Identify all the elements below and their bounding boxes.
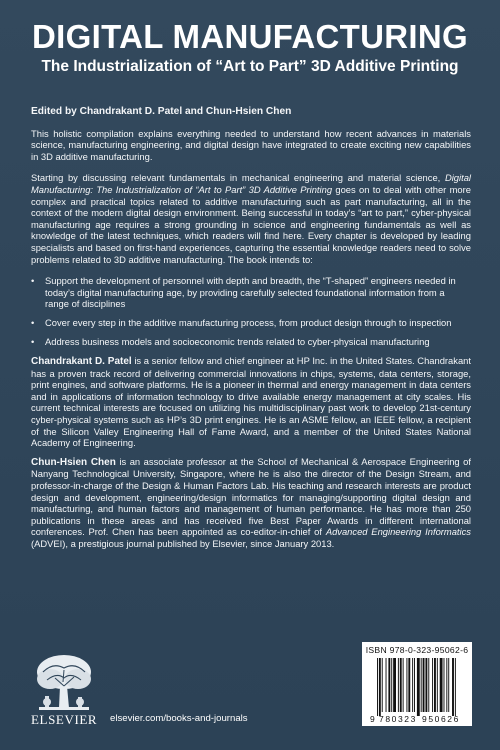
author-bio-text-continued: (ADVEI), a prestigious journal published by Elsevier, since January 2013. xyxy=(31,538,335,549)
publisher-url-link[interactable]: elsevier.com/books-and-journals xyxy=(110,713,248,724)
barcode-bar xyxy=(403,658,404,712)
barcode-bar xyxy=(448,658,449,712)
blurb-content xyxy=(31,106,471,557)
barcode-bar xyxy=(455,658,456,716)
barcode-bar xyxy=(386,658,387,712)
barcode-bars xyxy=(377,658,456,716)
barcode-bar xyxy=(408,658,410,712)
bullet-list xyxy=(31,275,471,347)
barcode-bar xyxy=(388,658,390,712)
barcode-bar xyxy=(398,658,399,712)
barcode-bar xyxy=(440,658,443,712)
barcode-bar xyxy=(400,658,402,712)
barcode-bar xyxy=(446,658,447,712)
publisher-name: ELSEVIER xyxy=(31,712,98,727)
barcode-right-digits: 950626 xyxy=(422,714,460,724)
isbn-number: ISBN 978-0-323-95062-6 xyxy=(365,645,469,655)
journal-name: Advanced Engineering Informatics xyxy=(325,526,471,538)
list-item xyxy=(31,275,471,310)
barcode-icon xyxy=(368,656,466,724)
list-item-text: Cover every step in the additive manufacturing process, from product design through to inspection xyxy=(45,316,452,328)
barcode-bar xyxy=(412,658,413,712)
barcode-bar xyxy=(434,658,436,712)
barcode-bar xyxy=(382,658,383,712)
barcode-bar xyxy=(425,658,427,712)
author-bio-chen xyxy=(31,456,471,550)
author-name: Chandrakant D. Patel xyxy=(31,356,132,368)
barcode-bar xyxy=(428,658,429,712)
description-paragraph xyxy=(31,172,471,265)
description-text-continued: goes on to deal with other more complex and practical topics related to additive manufacturing such as part manufacturing, all in the context of the modern digital design environment. Being successful in today’s “art to part,” cyber-physical manufacturing age requires a strong grounding in science and engineering fundamentals as well as knowledge of the latest techniques, which readers will find here. Every chapter is developed by leading specialists and based on first-hand experiences, capturing the essential knowledge readers need to solve problems related to 3D additive manufacturing. The book intends to: xyxy=(31,183,471,265)
barcode-bar xyxy=(432,658,433,712)
list-item xyxy=(31,317,471,329)
list-item-text: Support the development of personnel with depth and breadth, the “T-shaped” engineers needed in today’s digital manufacturing age, by providing carefully selected foundational information from a range of disciplines xyxy=(45,275,456,310)
book-subtitle: The Industrialization of “Art to Part” 3D Additive Printing xyxy=(41,58,459,75)
description-book-title: Digital Manufacturing: The Industrialization of “Art to Part” 3D Additive Printing xyxy=(31,172,471,195)
barcode-first-digit: 9 xyxy=(370,714,375,724)
barcode-bar xyxy=(423,658,425,712)
book-title: DIGITAL MANUFACTURING xyxy=(32,18,468,55)
barcode-bar xyxy=(452,658,454,716)
header xyxy=(0,18,500,77)
elsevier-tree-logo-icon xyxy=(33,652,95,716)
barcode-bar xyxy=(393,658,396,712)
bullet-icon: • xyxy=(31,316,35,328)
bullet-icon: • xyxy=(31,275,35,287)
list-item xyxy=(31,336,471,348)
author-name: Chun-Hsien Chen xyxy=(31,456,116,468)
barcode-left-digits: 780323 xyxy=(379,714,417,724)
isbn-barcode-box xyxy=(362,642,472,726)
description-text: Starting by discussing relevant fundamentals in mechanical engineering and material science, xyxy=(31,172,445,184)
barcode-bar xyxy=(417,658,420,716)
author-bio-text: is a senior fellow and chief engineer at HP Inc. in the United States. Chandrakant has a proven track record of delivering commercial innovations in chips, systems, data centers, storage, print engines, and software platforms. He is a pioneer in thermal and energy management in data centers and in applications of information technology to drive available energy management at city scales. His current technical interests are focused on utilizing his multidisciplinary past work to develop 21st-century cyber-physical systems such as HP’s 3D print engines. He is an ASME fellow, an IEEE fellow, a recipient of the Silicon Valley Engineering Hall of Fame Award, and a member of the United States National Academy of Engineering. xyxy=(31,355,471,449)
barcode-bar xyxy=(414,658,415,712)
author-bio-text: is an associate professor at the School of Mechanical & Aerospace Engineering of Nanyang Technological University, Singapore, where he is also the director of the Design Stream, and professor-in-charge of the Design & Human Factors Lab. His teaching and research interests are product design and development, engineering/design informatics for managing/supporting digital design and manufacturing, and human factors and management of human performance. He has more than 250 publications in these areas and has received five Best Paper Awards in different international conferences. Prof. Chen has been appointed as co-editor-in-chief of xyxy=(31,455,471,538)
barcode-bar xyxy=(379,658,381,716)
barcode-bar xyxy=(406,658,407,712)
barcode-bar xyxy=(421,658,422,712)
bullet-icon: • xyxy=(31,335,35,347)
barcode-bar xyxy=(391,658,392,712)
barcode-bar xyxy=(377,658,378,716)
list-item-text: Address business models and socioeconomic trends related to cyber-physical manufacturing xyxy=(45,335,430,347)
editors-line: Edited by Chandrakant D. Patel and Chun-Hsien Chen xyxy=(31,106,292,117)
barcode-bar xyxy=(437,658,438,712)
barcode-bar xyxy=(444,658,445,712)
author-bio-patel xyxy=(31,355,471,449)
intro-paragraph: This holistic compilation explains everything needed to understand how recent advances in materials science, manufacturing engineering, and digital design have integrated to create exciting new capabilities in 3D additive manufacturing. xyxy=(31,127,471,162)
